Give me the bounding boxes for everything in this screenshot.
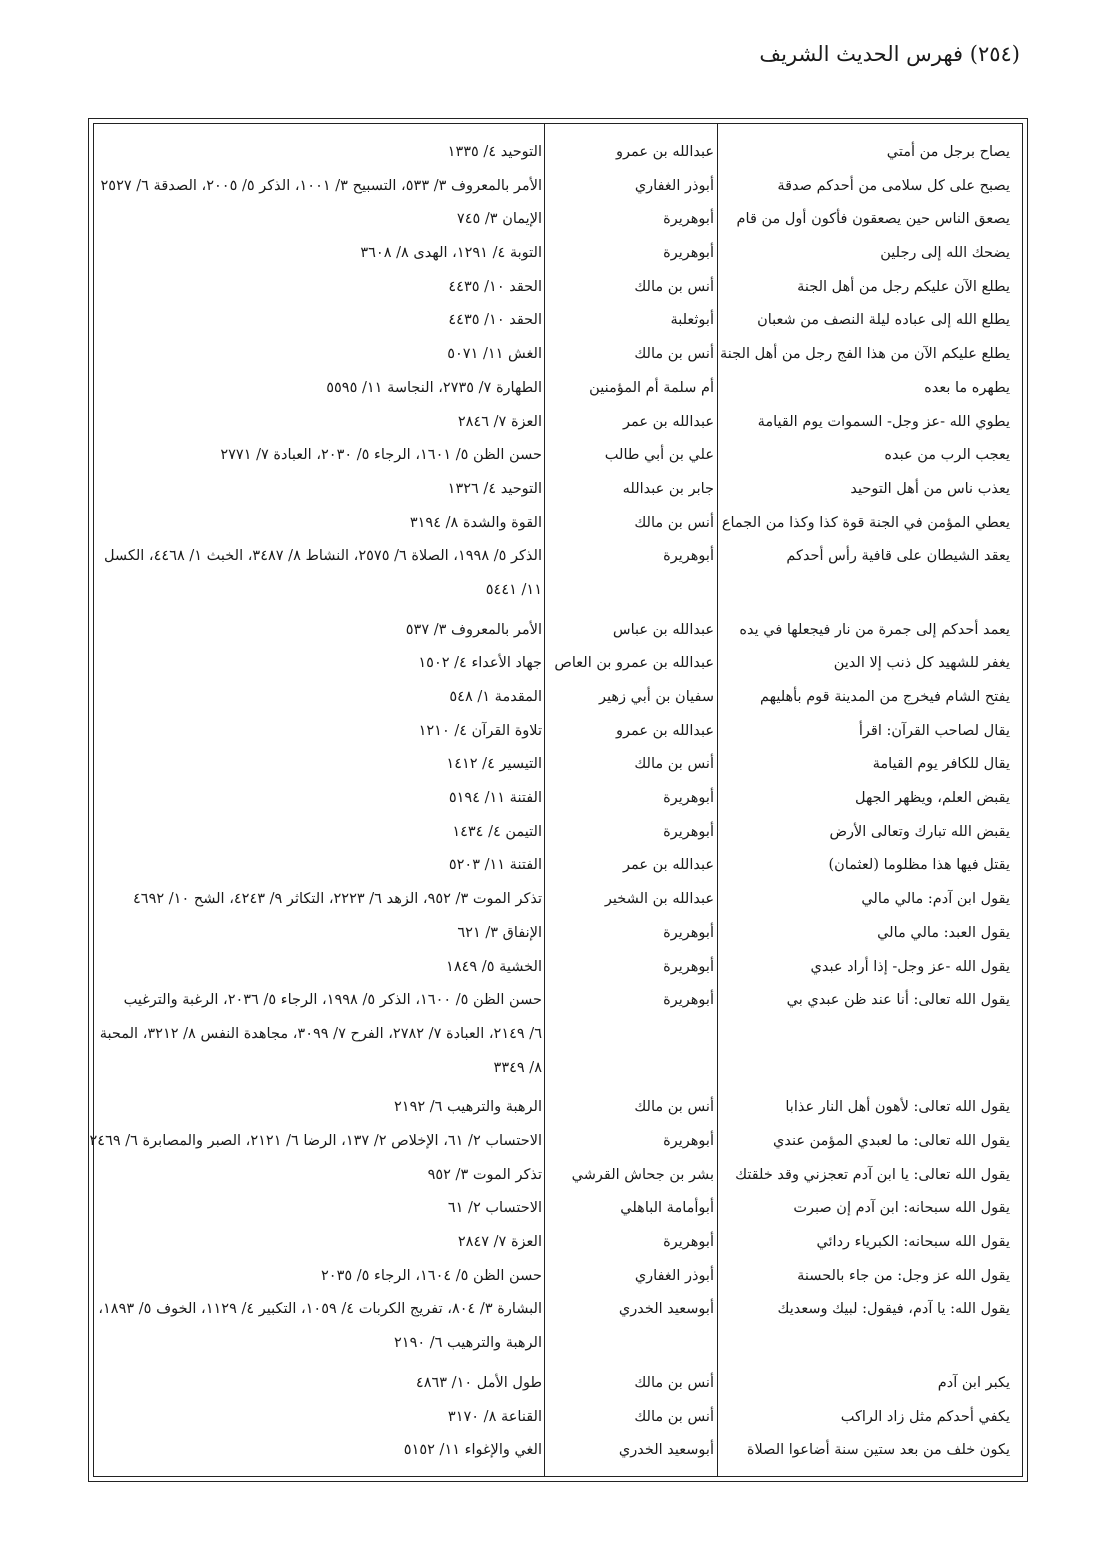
table-row: [94, 170, 1022, 204]
reference-line: تلاوة القرآن ٤/ ١٢١٠: [418, 722, 542, 739]
reference-line: جهاد الأعداء ٤/ ١٥٠٢: [418, 655, 542, 672]
reference-line: التوبة ٤/ ١٢٩١، الهدى ٨/ ٣٦٠٨: [360, 245, 542, 262]
narrator: بشر بن جحاش القرشي: [571, 1166, 714, 1183]
reference: [102, 1401, 542, 1435]
narrator: أبوسعيد الخدري: [618, 1301, 714, 1318]
reference: [102, 203, 542, 237]
table-row: [94, 782, 1022, 816]
table-row: [94, 271, 1022, 305]
narrator: عبدالله بن عمرو: [616, 144, 714, 160]
table-row: [94, 1434, 1022, 1468]
reference: [102, 883, 542, 917]
reference-line: حسن الظن ٥/ ١٦٠١، الرجاء ٥/ ٢٠٣٠، العبادة ٧/ ٢٧٧١: [220, 447, 542, 464]
reference-line: الاحتساب ٢/ ٦١: [447, 1200, 542, 1217]
hadith-text: يقتل فيها هذا مظلوما (لعثمان): [828, 857, 1010, 874]
hadith-text: يقول الله سبحانه: الكبرياء ردائي: [816, 1234, 1010, 1251]
reference: [102, 782, 542, 816]
table-row: [94, 1260, 1022, 1294]
table-row: [94, 1091, 1022, 1125]
reference-line: القناعة ٨/ ٣١٧٠: [447, 1408, 542, 1425]
reference-line: الحقد ١٠/ ٤٤٣٥: [448, 278, 542, 295]
table-row: [94, 1226, 1022, 1260]
narrator: أبوهريرة: [663, 245, 714, 262]
hadith-text: يغفر للشهيد كل ذنب إلا الدين: [833, 655, 1010, 672]
table-row: [94, 984, 1022, 1091]
hadith-text: يقول الله سبحانه: ابن آدم إن صبرت: [793, 1200, 1010, 1217]
hadith-text: يكون خلف من بعد ستين سنة أضاعوا الصلاة: [746, 1442, 1010, 1459]
reference: [102, 304, 542, 338]
hadith-text: يقول الله -عز وجل- إذا أراد عبدي: [810, 958, 1010, 975]
hadith-text: يقول ابن آدم: مالي مالي: [861, 891, 1010, 908]
index-table: [89, 123, 1023, 1477]
narrator: أبوهريرة: [663, 992, 714, 1009]
narrator: أبوهريرة: [663, 1132, 714, 1149]
narrator: عبدالله بن عباس: [612, 621, 714, 638]
reference-line: التيمن ٤/ ١٤٣٤: [452, 823, 542, 840]
reference-line: التوحيد ٤/ ١٣٣٥: [447, 144, 542, 160]
hadith-text: يعطي المؤمن في الجنة قوة كذا وكذا من الجماع: [721, 514, 1010, 531]
reference-line: العزة ٧/ ٢٨٤٧: [457, 1234, 542, 1251]
table-row: [94, 372, 1022, 406]
hadith-text: يطلع عليكم الآن من هذا الفج رجل من أهل الجنة: [720, 346, 1010, 363]
hadith-text: يضحك الله إلى رجلين: [880, 245, 1010, 262]
table-row: [94, 338, 1022, 372]
reference: [102, 473, 542, 507]
reference-line: الذكر ٥/ ١٩٩٨، الصلاة ٦/ ٢٥٧٥، النشاط ٨/ ٣٤٨٧، الخبث ١/ ٤٤٦٨، الكسل: [103, 548, 542, 565]
table-row: [94, 951, 1022, 985]
reference: [102, 849, 542, 883]
narrator: عبدالله بن عمر: [623, 857, 714, 874]
reference: [102, 917, 542, 951]
reference-line: المقدمة ١/ ٥٤٨: [449, 689, 542, 706]
hadith-text: يقول الله عز وجل: من جاء بالحسنة: [797, 1267, 1010, 1284]
reference: [102, 372, 542, 406]
reference: [102, 1260, 542, 1294]
narrator: أبوهريرة: [663, 211, 714, 228]
table-row: [94, 917, 1022, 951]
reference: [98, 1293, 542, 1360]
reference-line: الرهبة والترهيب ٦/ ٢١٩٠: [394, 1335, 542, 1352]
hadith-text: يعمد أحدكم إلى جمرة من نار فيجعلها في يده: [739, 621, 1010, 638]
narrator: أبوذر الغفاري: [634, 1267, 714, 1284]
narrator: أبوهريرة: [663, 958, 714, 975]
hadith-text: يعذب ناس من أهل التوحيد: [850, 480, 1010, 497]
reference-line: الخشية ٥/ ١٨٤٩: [446, 958, 542, 975]
reference-line: الطهارة ٧/ ٢٧٣٥، النجاسة ١١/ ٥٥٩٥: [326, 379, 542, 396]
narrator: سفيان بن أبي زهير: [598, 689, 714, 706]
reference-line: الأمر بالمعروف ٣/ ٥٣٧: [405, 621, 542, 638]
reference: [102, 715, 542, 749]
index-rows: [89, 136, 1022, 1468]
narrator: جابر بن عبدالله: [622, 480, 714, 497]
table-row: [94, 304, 1022, 338]
table-row: [94, 883, 1022, 917]
table-row: [94, 681, 1022, 715]
reference-line: الاحتساب ٢/ ٦١، الإخلاص ٢/ ١٣٧، الرضا ٦/ ٢١٢١، الصبر والمصابرة ٦/ ٢٤٦٩: [89, 1132, 542, 1149]
reference: [102, 1226, 542, 1260]
hadith-text: يطلع الله إلى عباده ليلة النصف من شعبان: [757, 312, 1010, 329]
narrator: عبدالله بن الشخير: [604, 891, 714, 908]
reference: [102, 439, 542, 473]
narrator: أبوذر الغفاري: [634, 177, 714, 194]
table-row: [94, 1367, 1022, 1401]
reference-line: الأمر بالمعروف ٣/ ٥٣٣، التسبيح ٣/ ١٠٠١، الذكر ٥/ ٢٠٠٥، الصدقة ٦/ ٢٥٢٧: [100, 177, 542, 194]
table-row: [94, 406, 1022, 440]
hadith-text: يقول الله تعالى: ما لعبدي المؤمن عندي: [773, 1132, 1010, 1149]
reference: [102, 816, 542, 850]
hadith-text: يصاح برجل من أمتي: [886, 144, 1010, 160]
hadith-text: يقول الله تعالى: يا ابن آدم تعجزني وقد خلقتك: [735, 1166, 1010, 1183]
reference-line: الحقد ١٠/ ٤٤٣٥: [448, 312, 542, 329]
reference: [102, 338, 542, 372]
narrator: أنس بن مالك: [634, 1099, 714, 1116]
hadith-text: يطوي الله -عز وجل- السموات يوم القيامة: [757, 413, 1010, 430]
hadith-text: يقول الله تعالى: لأهون أهل النار عذابا: [785, 1099, 1010, 1116]
table-row: [94, 1159, 1022, 1193]
reference-line: التوحيد ٤/ ١٣٢٦: [447, 480, 542, 497]
narrator: أبوثعلبة: [670, 312, 714, 329]
reference-line: حسن الظن ٥/ ١٦٠٠، الذكر ٥/ ١٩٩٨، الرجاء ٥/ ٢٠٣٦، الرغبة والترغيب: [123, 992, 542, 1009]
reference: [102, 406, 542, 440]
reference: [102, 507, 542, 541]
reference-line: الفتنة ١١/ ٥٢٠٣: [448, 857, 542, 874]
reference: [102, 681, 542, 715]
hadith-text: يفتح الشام فيخرج من المدينة قوم بأهليهم: [759, 689, 1010, 706]
reference: [102, 951, 542, 985]
narrator: أبوهريرة: [663, 548, 714, 565]
reference: [102, 237, 542, 271]
table-row: [94, 647, 1022, 681]
reference: [99, 984, 542, 1085]
narrator: عبدالله بن عمرو بن العاص: [554, 655, 714, 672]
hadith-text: يقال للكافر يوم القيامة: [872, 756, 1010, 773]
reference: [102, 1367, 542, 1401]
hadith-text: يقول العبد: مالي مالي: [877, 924, 1010, 941]
table-row: [94, 1192, 1022, 1226]
reference: [102, 136, 542, 170]
narrator: أبوأمامة الباهلي: [620, 1200, 714, 1217]
reference-line: طول الأمل ١٠/ ٤٨٦٣: [415, 1374, 542, 1391]
narrator: أبوهريرة: [663, 1234, 714, 1251]
hadith-text: يكبر ابن آدم: [937, 1374, 1010, 1391]
table-row: [94, 849, 1022, 883]
reference-line: حسن الظن ٥/ ١٦٠٤، الرجاء ٥/ ٢٠٣٥: [321, 1267, 542, 1284]
narrator: عبدالله بن عمر: [623, 413, 714, 430]
table-row: [94, 507, 1022, 541]
narrator: أنس بن مالك: [634, 756, 714, 773]
table-row: [89, 1125, 1022, 1159]
reference: [102, 1091, 542, 1125]
narrator: أنس بن مالك: [634, 1374, 714, 1391]
reference: [102, 614, 542, 648]
reference-line: الغي والإغواء ١١/ ٥١٥٢: [403, 1442, 542, 1459]
hadith-text: يقول الله: يا آدم، فيقول: لبيك وسعديك: [777, 1301, 1010, 1318]
table-row: [94, 614, 1022, 648]
reference: [102, 647, 542, 681]
reference: [89, 1125, 542, 1159]
reference: [102, 748, 542, 782]
reference: [102, 1434, 542, 1468]
reference: [102, 170, 542, 204]
narrator: أنس بن مالك: [634, 514, 714, 531]
table-row: [94, 748, 1022, 782]
hadith-text: يقول الله تعالى: أنا عند ظن عبدي بي: [786, 992, 1010, 1009]
table-row: [94, 816, 1022, 850]
reference-line: ١١/ ٥٤٤١: [485, 581, 542, 598]
hadith-text: يكفي أحدكم مثل زاد الراكب: [840, 1408, 1010, 1425]
reference-line: العزة ٧/ ٢٨٤٦: [457, 413, 542, 430]
reference: [102, 1192, 542, 1226]
table-row: [94, 237, 1022, 271]
table-row: [94, 473, 1022, 507]
narrator: أبوهريرة: [663, 924, 714, 941]
reference-line: البشارة ٣/ ٨٠٤، تفريج الكربات ٤/ ١٠٥٩، التكبير ٤/ ١١٢٩، الخوف ٥/ ١٨٩٣،: [98, 1301, 542, 1318]
reference-line: الرهبة والترهيب ٦/ ٢١٩٢: [394, 1099, 542, 1116]
hadith-text: يقبض الله تبارك وتعالى الأرض: [829, 823, 1010, 840]
hadith-text: يصعق الناس حين يصعقون فأكون أول من قام: [736, 211, 1010, 228]
narrator: أنس بن مالك: [634, 278, 714, 295]
narrator: علي بن أبي طالب: [604, 447, 714, 464]
reference: [102, 271, 542, 305]
narrator: أنس بن مالك: [634, 346, 714, 363]
narrator: أبوهريرة: [663, 823, 714, 840]
hadith-text: يطهره ما بعده: [924, 379, 1010, 396]
reference: [102, 1159, 542, 1193]
reference-line: تذكر الموت ٣/ ٩٥٢: [427, 1166, 542, 1183]
hadith-text: يعجب الرب من عبده: [884, 447, 1010, 464]
table-row: [94, 439, 1022, 473]
reference: [102, 540, 542, 607]
narrator: أم سلمة أم المؤمنين: [589, 379, 714, 396]
reference-line: ٨/ ٣٣٤٩: [493, 1059, 542, 1076]
narrator: أبوهريرة: [663, 790, 714, 807]
page-header: (٢٥٤) فهرس الحديث الشريف: [759, 42, 1020, 66]
reference-line: الإنفاق ٣/ ٦٢١: [457, 924, 542, 941]
hadith-text: يقال لصاحب القرآن: اقرأ: [858, 722, 1010, 739]
table-row: [94, 1401, 1022, 1435]
table-row: [94, 715, 1022, 749]
reference-line: الفتنة ١١/ ٥١٩٤: [448, 790, 542, 807]
hadith-text: يطلع الآن عليكم رجل من أهل الجنة: [797, 278, 1010, 295]
table-row: [94, 203, 1022, 237]
table-row: [94, 540, 1022, 613]
narrator: عبدالله بن عمرو: [616, 722, 714, 739]
table-row: [94, 136, 1022, 170]
reference-line: الإيمان ٣/ ٧٤٥: [456, 211, 542, 228]
reference-line: تذكر الموت ٣/ ٩٥٢، الزهد ٦/ ٢٢٢٣، التكاثر ٩/ ٤٢٤٣، الشح ١٠/ ٤٦٩٢: [133, 891, 542, 908]
narrator: أبوسعيد الخدري: [618, 1442, 714, 1459]
table-row: [94, 1293, 1022, 1366]
hadith-text: يصبح على كل سلامى من أحدكم صدقة: [777, 177, 1010, 194]
hadith-text: يعقد الشيطان على قافية رأس أحدكم: [786, 548, 1010, 565]
hadith-text: يقبض العلم، ويظهر الجهل: [855, 790, 1010, 807]
reference-line: ٦/ ٢١٤٩، العبادة ٧/ ٢٧٨٢، الفرح ٧/ ٣٠٩٩، مجاهدة النفس ٨/ ٣٢١٢، المحبة: [99, 1025, 542, 1042]
reference-line: التيسير ٤/ ١٤١٢: [446, 756, 542, 773]
index-table-frame: [88, 118, 1028, 1482]
reference-line: القوة والشدة ٨/ ٣١٩٤: [409, 514, 542, 531]
narrator: أنس بن مالك: [634, 1408, 714, 1425]
reference-line: الغش ١١/ ٥٠٧١: [447, 346, 542, 363]
